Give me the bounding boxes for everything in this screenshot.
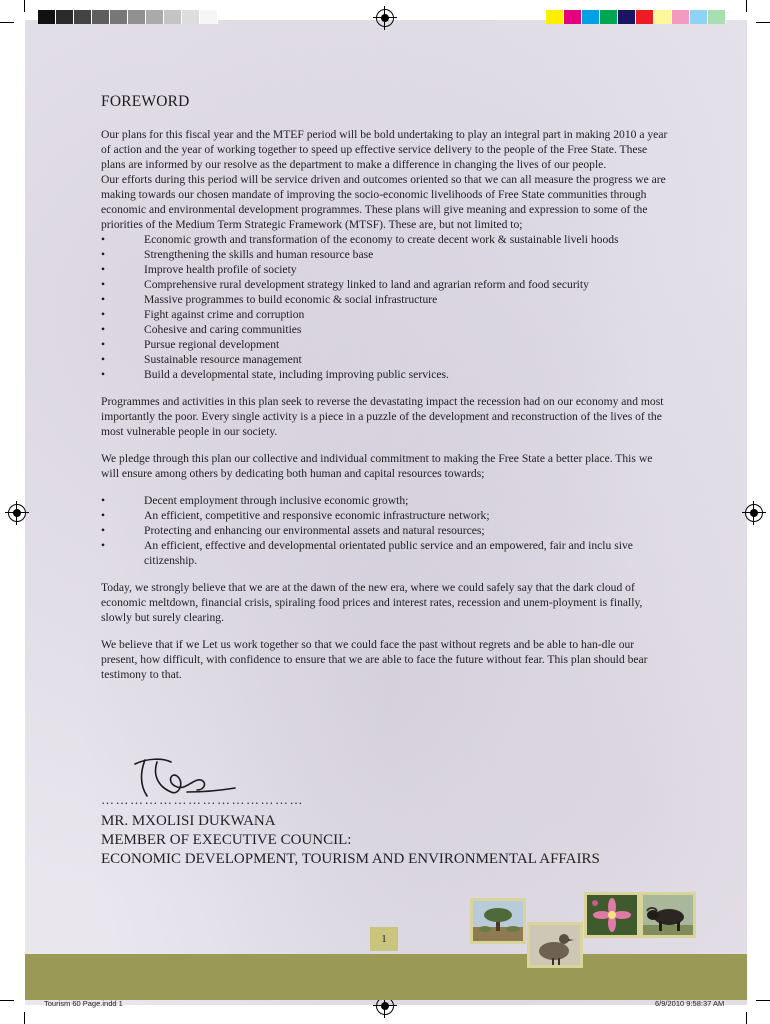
list-item-text: An efficient, effective and developmental orientated public service and an empowered, fair and inclu sive citizenship. — [144, 539, 633, 567]
color-swatch — [636, 10, 654, 24]
today-paragraph: Today, we strongly believe that we are at the dawn of the new era, where we could safely say that the dark cloud of economic meltdown, financial crisis, spiraling food prices and interest rates, recession and unem-ployment is finally, slowly but surely clearing. — [101, 581, 643, 624]
intro-paragraph: Our efforts during this period will be service driven and outcomes oriented so that we can all measure the progress we are making towards our chosen mandate of improving the socio-economic livelihoods of Free State communities through economic and environmental development programmes. These plans will give meaning and expression to some of the priorities of the Medium Term Strategic Framework (MTSF). These are, but not limited to; — [101, 173, 666, 231]
crop-mark — [756, 1000, 770, 1001]
color-swatch — [128, 10, 146, 24]
commitments-list — [101, 493, 673, 568]
signatory-name: MR. MXOLISI DUKWANA — [101, 813, 276, 829]
list-item-text: Decent employment through inclusive economic growth; — [144, 494, 409, 507]
bullet: • — [101, 293, 106, 306]
list-item — [101, 292, 673, 307]
registration-mark-icon — [745, 504, 763, 522]
signature-line: …………………………………… — [101, 792, 304, 807]
color-swatch — [146, 10, 164, 24]
bullet: • — [101, 368, 106, 381]
crop-mark — [756, 22, 770, 23]
crop-mark — [24, 1012, 25, 1024]
color-calibration-bar — [546, 10, 726, 24]
list-item-text: Economic growth and transformation of the economy to create decent work & sustainable liveli hoods — [144, 233, 619, 246]
crop-mark — [0, 22, 14, 23]
believe-paragraph: We believe that if we Let us work together so that we could face the past without regrets and be able to han-dle our present, how difficult, with confidence to ensure that we are able to face the future without fear. This plan should bear testimony to that. — [101, 638, 648, 681]
buffalo-photo — [640, 892, 696, 938]
color-swatch — [56, 10, 74, 24]
color-swatch — [690, 10, 708, 24]
list-item-text: Comprehensive rural development strategy linked to land and agrarian reform and food security — [144, 278, 589, 291]
bird-photo — [527, 922, 583, 968]
color-swatch — [672, 10, 690, 24]
registration-mark-icon — [376, 9, 394, 27]
bullet: • — [101, 338, 106, 351]
color-swatch — [182, 10, 200, 24]
flower-photo — [584, 892, 640, 938]
signatory-title: MEMBER OF EXECUTIVE COUNCIL: — [101, 832, 352, 848]
programmes-paragraph: Programmes and activities in this plan seek to reverse the devastating impact the recession had on our economy and most importantly the poor. Every single activity is a piece in a puzzle of the development and reconstruction of the lives of the most vulnerable people in our society. — [101, 395, 664, 438]
bullet: • — [101, 263, 106, 276]
bullet: • — [101, 308, 106, 321]
color-swatch — [582, 10, 600, 24]
page-number: 1 — [370, 927, 398, 951]
file-name: Tourism 60 Page.indd 1 — [44, 999, 123, 1008]
list-item-text: Strengthening the skills and human resource base — [144, 248, 374, 261]
footer-band — [25, 954, 747, 1000]
list-item — [101, 352, 673, 367]
color-swatch — [164, 10, 182, 24]
color-swatch — [564, 10, 582, 24]
list-item-text: Massive programmes to build economic & social infrastructure — [144, 293, 438, 306]
foreword-body — [101, 94, 673, 682]
bullet: • — [101, 233, 106, 246]
color-swatch — [708, 10, 726, 24]
crop-mark — [24, 0, 25, 12]
list-item — [101, 367, 673, 382]
list-item — [101, 307, 673, 322]
signatory-department: ECONOMIC DEVELOPMENT, TOURISM AND ENVIRONMENTAL AFFAIRS — [101, 851, 600, 867]
list-item-text: Cohesive and caring communities — [144, 323, 302, 336]
registration-mark-icon — [8, 504, 26, 522]
list-item-text: Build a developmental state, including improving public services. — [144, 368, 449, 381]
list-item-text: Protecting and enhancing our environmental assets and natural resources; — [144, 524, 485, 537]
page-title: FOREWORD — [101, 93, 190, 110]
list-item-text: Pursue regional development — [144, 338, 280, 351]
list-item — [101, 523, 673, 538]
crop-mark — [746, 0, 747, 12]
list-item — [101, 232, 673, 247]
intro-paragraph: Our plans for this fiscal year and the MTEF period will be bold undertaking to play an integral part in making 2010 a year of action and the year of working together to speed up effective service delivery to the people of the Free State. These plans are informed by our resolve as the department to make a difference in changing the lives of our people. — [101, 128, 668, 171]
color-swatch — [546, 10, 564, 24]
bullet: • — [101, 539, 106, 552]
color-swatch — [110, 10, 128, 24]
bullet: • — [101, 278, 106, 291]
bullet: • — [101, 248, 106, 261]
pledge-paragraph: We pledge through this plan our collective and individual commitment to making the Free State a better place. This we will ensure among others by dedicating both human and capital resources towards; — [101, 452, 653, 480]
list-item — [101, 262, 673, 277]
color-swatch — [654, 10, 672, 24]
list-item — [101, 493, 673, 508]
tree-photo — [470, 898, 526, 944]
list-item-text: Fight against crime and corruption — [144, 308, 305, 321]
priorities-list — [101, 232, 673, 382]
list-item-text: Sustainable resource management — [144, 353, 302, 366]
print-timestamp: 6/9/2010 9:58:37 AM — [655, 999, 725, 1008]
color-swatch — [600, 10, 618, 24]
list-item — [101, 538, 673, 568]
bullet: • — [101, 323, 106, 336]
crop-mark — [0, 1000, 14, 1001]
list-item — [101, 322, 673, 337]
bullet: • — [101, 353, 106, 366]
grey-calibration-bar — [38, 10, 218, 24]
list-item — [101, 277, 673, 292]
list-item — [101, 337, 673, 352]
crop-mark — [746, 1012, 747, 1024]
list-item — [101, 508, 673, 523]
color-swatch — [92, 10, 110, 24]
list-item-text: Improve health profile of society — [144, 263, 297, 276]
bullet: • — [101, 494, 106, 507]
color-swatch — [74, 10, 92, 24]
bullet: • — [101, 509, 106, 522]
bullet: • — [101, 524, 106, 537]
color-swatch — [618, 10, 636, 24]
list-item-text: An efficient, competitive and responsive economic infrastructure network; — [144, 509, 490, 522]
color-swatch — [38, 10, 56, 24]
list-item — [101, 247, 673, 262]
color-swatch — [200, 10, 218, 24]
